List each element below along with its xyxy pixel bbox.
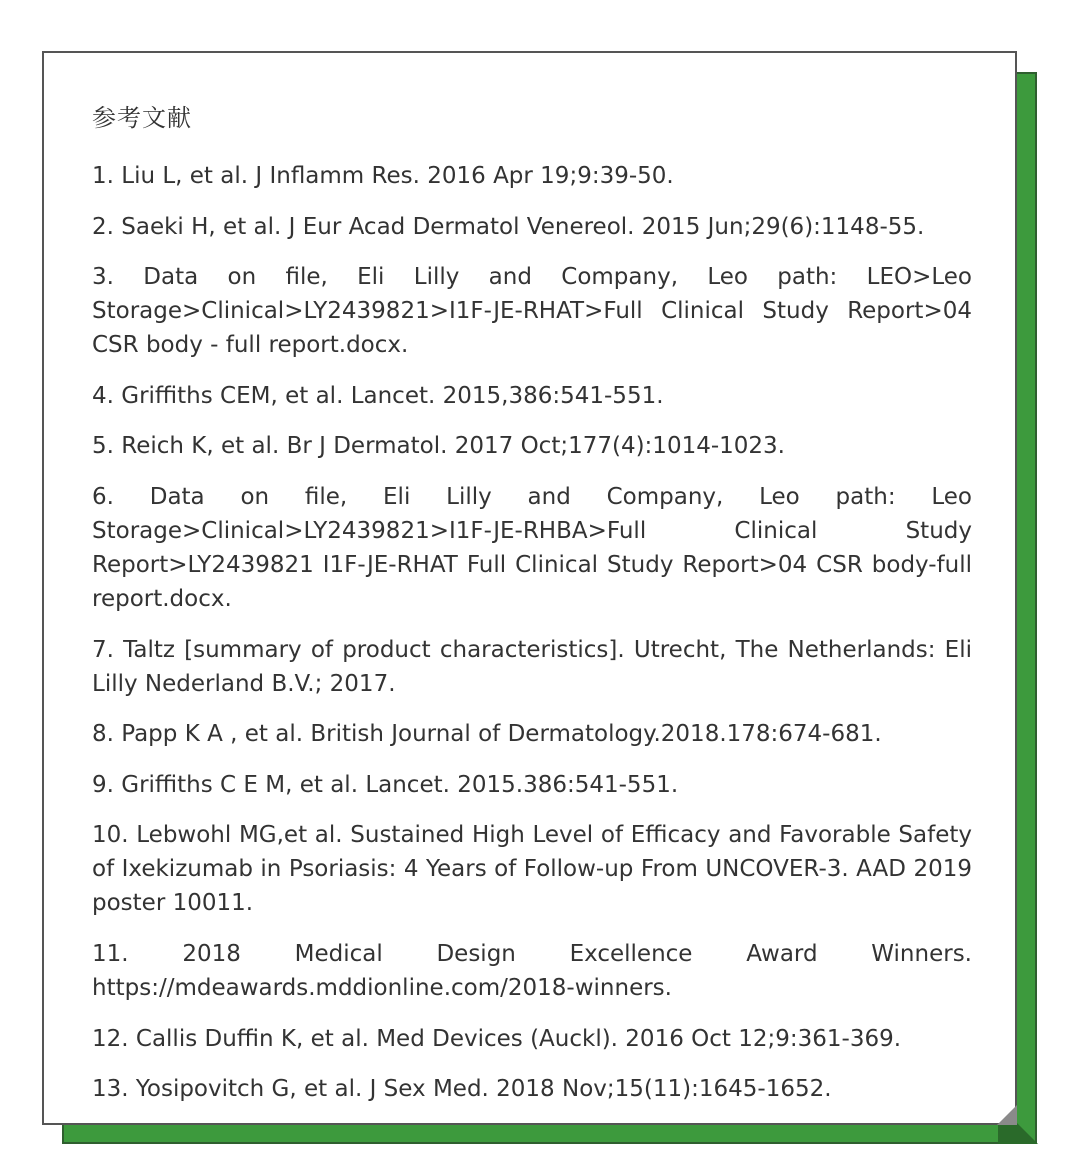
reference-item-3: 3. Data on file, Eli Lilly and Company, Leo path: LEO>Leo Storage>Clinical>LY2439821>I1F-JE-RHAT>Full Clinical Study Report>04 CSR body - full report.docx.	[92, 264, 972, 359]
references-heading: 参考文献	[92, 104, 192, 132]
reference-item-5: 5. Reich K, et al. Br J Dermatol. 2017 Oct;177(4):1014-1023.	[92, 433, 785, 460]
page-corner-fold	[997, 1105, 1017, 1125]
reference-item-4: 4. Griffiths CEM, et al. Lancet. 2015,386:541-551.	[92, 382, 664, 409]
reference-item-6: 6. Data on file, Eli Lilly and Company, Leo path: Leo Storage>Clinical>LY2439821>I1F-JE-RHBA>Full Clinical Study Report>LY2439821 I1F-JE-RHAT Full Clinical Study Report>04 CSR body-full report.docx.	[92, 483, 972, 612]
reference-item-13: 13. Yosipovitch G, et al. J Sex Med. 2018 Nov;15(11):1645-1652.	[92, 1076, 832, 1103]
reference-item-10: 10. Lebwohl MG,et al. Sustained High Level of Efficacy and Favorable Safety of Ixekizumab in Psoriasis: 4 Years of Follow-up From UNCOVER-3. AAD 2019 poster 10011.	[92, 822, 972, 917]
reference-item-1: 1. Liu L, et al. J Inflamm Res. 2016 Apr 19;9:39-50.	[92, 163, 674, 189]
reference-item-11: 11. 2018 Medical Design Excellence Award Winners. https://mdeawards.mddionline.com/2018-winners.	[92, 940, 972, 1001]
reference-list	[92, 159, 972, 1106]
reference-item-2: 2. Saeki H, et al. J Eur Acad Dermatol Venereol. 2015 Jun;29(6):1148-55.	[92, 213, 925, 240]
reference-item-7: 7. Taltz [summary of product characteristics]. Utrecht, The Netherlands: Eli Lilly Nederland B.V.; 2017.	[92, 636, 972, 697]
reference-item-8: 8. Papp K A , et al. British Journal of Dermatology.2018.178:674-681.	[92, 721, 882, 748]
reference-item-9: 9. Griffiths C E M, et al. Lancet. 2015.386:541-551.	[92, 771, 679, 798]
references-content	[92, 101, 972, 1123]
reference-item-12: 12. Callis Duffin K, et al. Med Devices (Auckl). 2016 Oct 12;9:361-369.	[92, 1025, 902, 1052]
references-card	[42, 51, 1017, 1125]
